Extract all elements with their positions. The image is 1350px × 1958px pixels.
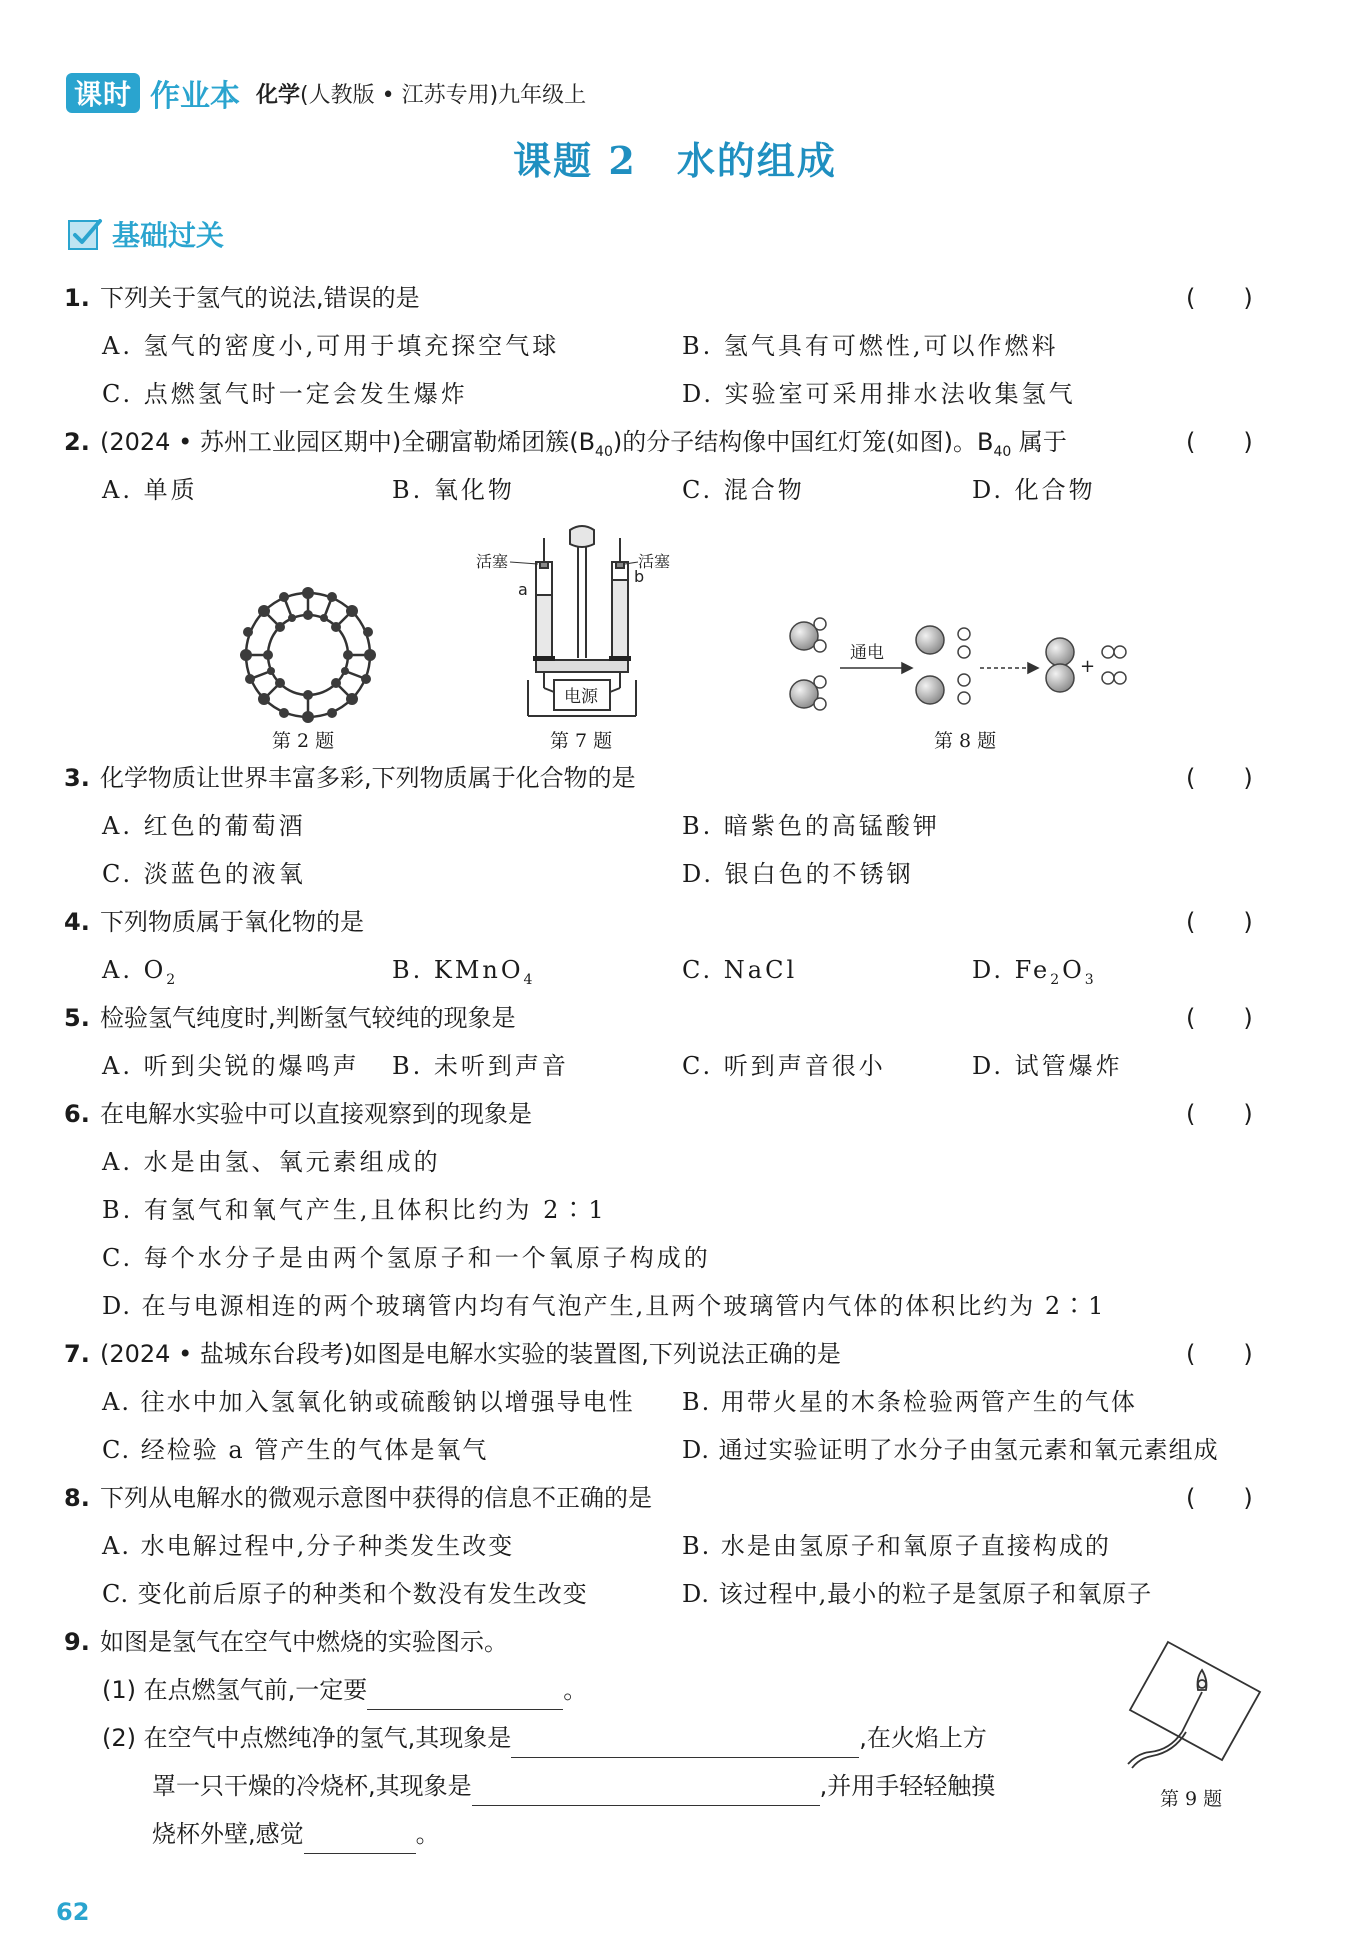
- option-c[interactable]: C. 经检验 a 管产生的气体是氧气: [102, 1436, 489, 1464]
- option-d[interactable]: D. 在与电源相连的两个玻璃管内均有气泡产生,且两个玻璃管内气体的体积比约为 2∶1: [102, 1292, 1106, 1320]
- answer-parentheses[interactable]: ( ): [1186, 1004, 1253, 1032]
- option-d[interactable]: D. 银白色的不锈钢: [682, 860, 914, 888]
- option-c[interactable]: C. 每个水分子是由两个氢原子和一个氧原子构成的: [102, 1244, 711, 1272]
- option-b[interactable]: B. 水是由氢原子和氧原子直接构成的: [682, 1532, 1111, 1560]
- option-b[interactable]: B. 有氢气和氧气产生,且体积比约为 2∶1: [102, 1196, 607, 1224]
- question-stem: 如图是氢气在空气中燃烧的实验图示。: [100, 1628, 508, 1656]
- q7-options-row2: [0, 1430, 1350, 1470]
- q6-option-b-row: [0, 1190, 1350, 1230]
- question-stem: 下列关于氢气的说法,错误的是: [100, 284, 420, 312]
- q3-options-row2: [0, 854, 1350, 894]
- q2-options: [0, 470, 1350, 510]
- question-stem: 检验氢气纯度时,判断氢气较纯的现象是: [100, 1004, 516, 1032]
- section-heading: [66, 214, 224, 254]
- option-b[interactable]: B. 氧化物: [392, 476, 515, 504]
- answer-parentheses[interactable]: ( ): [1186, 284, 1253, 312]
- option-d[interactable]: D. 该过程中,最小的粒子是氢原子和氧原子: [682, 1580, 1153, 1608]
- question-stem: (2024 • 苏州工业园区期中)全硼富勒烯团簇$(B_{40})$的分子结构像中国红灯笼(如图)。$B_{40}$ 属于: [100, 428, 1067, 460]
- answer-parentheses[interactable]: ( ): [1186, 1100, 1253, 1128]
- figure-2-caption: 第 2 题: [272, 730, 335, 752]
- question-stem: 下列从电解水的微观示意图中获得的信息不正确的是: [100, 1484, 652, 1512]
- lesson-title: 课题 2 水的组成: [513, 138, 837, 183]
- option-a[interactable]: A. 听到尖锐的爆鸣声: [102, 1052, 360, 1080]
- answer-parentheses[interactable]: ( ): [1186, 908, 1253, 936]
- electrolysis-apparatus-figure: [470, 520, 690, 720]
- question-4: 4. 下列物质属于氧化物的是 ( ): [0, 902, 1350, 942]
- q1-options-row2: [0, 374, 1350, 414]
- page-number: 62: [56, 1898, 90, 1926]
- section-label: 基础过关: [112, 219, 225, 252]
- figure-7-caption: 第 7 题: [550, 730, 613, 752]
- q9-part2-line1: (2) 在空气中点燃纯净的氢气,其现象是 ,在火焰上方: [0, 1718, 1350, 1758]
- option-d[interactable]: D. 化合物: [972, 476, 1096, 504]
- answer-parentheses[interactable]: ( ): [1186, 1340, 1253, 1368]
- q3-options-row1: [0, 806, 1350, 846]
- question-9: 9. 如图是氢气在空气中燃烧的实验图示。: [0, 1622, 1350, 1662]
- option-c[interactable]: C. 点燃氢气时一定会发生爆炸: [102, 380, 468, 408]
- q5-options: [0, 1046, 1350, 1086]
- option-b[interactable]: B. KMnO$_4$: [392, 956, 536, 988]
- option-b[interactable]: B. 暗紫色的高锰酸钾: [682, 812, 940, 840]
- tube-b-label: b: [634, 567, 645, 586]
- figure-8-caption: 第 8 题: [934, 730, 997, 752]
- valve-left-label: 活塞: [476, 552, 509, 571]
- page-header: [66, 70, 586, 116]
- option-c[interactable]: C. 听到声音很小: [682, 1052, 886, 1080]
- option-a[interactable]: A. $O_2$: [102, 956, 179, 988]
- question-6: 6. 在电解水实验中可以直接观察到的现象是 ( ): [0, 1094, 1350, 1134]
- option-d[interactable]: D. 试管爆炸: [972, 1052, 1123, 1080]
- electrify-label: 通电: [850, 643, 884, 663]
- option-d[interactable]: D. 通过实验证明了水分子由氢元素和氧元素组成: [682, 1436, 1219, 1464]
- answer-parentheses[interactable]: ( ): [1186, 428, 1253, 456]
- q6-option-c-row: [0, 1238, 1350, 1278]
- tube-a-label: a: [518, 580, 528, 599]
- option-b[interactable]: B. 氢气具有可燃性,可以作燃料: [682, 332, 1059, 360]
- electrolysis-micro-diagram: [780, 610, 1140, 720]
- checkbox-icon: [66, 215, 104, 253]
- option-d[interactable]: D. 实验室可采用排水法收集氢气: [682, 380, 1076, 408]
- question-stem: 化学物质让世界丰富多彩,下列物质属于化合物的是: [100, 764, 636, 792]
- option-a[interactable]: A. 单质: [102, 476, 198, 504]
- answer-blank-3[interactable]: [472, 1775, 820, 1806]
- question-3: 3. 化学物质让世界丰富多彩,下列物质属于化合物的是 ( ): [0, 758, 1350, 798]
- logo: 课时: [66, 73, 140, 113]
- q6-option-a-row: [0, 1142, 1350, 1182]
- answer-blank-4[interactable]: [304, 1823, 416, 1854]
- question-stem: 在电解水实验中可以直接观察到的现象是: [100, 1100, 532, 1128]
- answer-parentheses[interactable]: ( ): [1186, 1484, 1253, 1512]
- option-c[interactable]: C. 变化前后原子的种类和个数没有发生改变: [102, 1580, 588, 1608]
- q8-options-row2: [0, 1574, 1350, 1614]
- question-stem: 下列物质属于氧化物的是: [100, 908, 364, 936]
- valve-right-label: 活塞: [638, 552, 671, 571]
- power-label: 电源: [564, 687, 598, 707]
- option-c[interactable]: C. 淡蓝色的液氧: [102, 860, 306, 888]
- b40-molecule-figure: [228, 580, 388, 730]
- answer-blank-2[interactable]: [511, 1727, 859, 1758]
- q9-part1: (1) 在点燃氢气前,一定要 。: [0, 1670, 1350, 1710]
- option-b[interactable]: B. 未听到声音: [392, 1052, 569, 1080]
- option-c[interactable]: C. 混合物: [682, 476, 805, 504]
- option-a[interactable]: A. 往水中加入氢氧化钠或硫酸钠以增强导电性: [102, 1388, 635, 1416]
- figure-9-caption: 第 9 题: [1160, 1788, 1223, 1810]
- q1-options-row1: [0, 326, 1350, 366]
- q4-options: [0, 950, 1350, 990]
- q8-options-row1: [0, 1526, 1350, 1566]
- option-a[interactable]: A. 水是由氢、氧元素组成的: [102, 1148, 441, 1176]
- question-5: 5. 检验氢气纯度时,判断氢气较纯的现象是 ( ): [0, 998, 1350, 1038]
- question-8: 8. 下列从电解水的微观示意图中获得的信息不正确的是 ( ): [0, 1478, 1350, 1518]
- option-a[interactable]: A. 氢气的密度小,可用于填充探空气球: [102, 332, 560, 360]
- option-c[interactable]: C. NaCl: [682, 956, 798, 984]
- q7-options-row1: [0, 1382, 1350, 1422]
- option-b[interactable]: B. 用带火星的木条检验两管产生的气体: [682, 1388, 1137, 1416]
- option-d[interactable]: D. $Fe_2O_3$: [972, 956, 1097, 988]
- subject-info: 化学(人教版 • 江苏专用)九年级上: [256, 82, 587, 108]
- q9-part2-line3: 烧杯外壁,感觉 。: [0, 1814, 1350, 1854]
- answer-parentheses[interactable]: ( ): [1186, 764, 1253, 792]
- option-a[interactable]: A. 水电解过程中,分子种类发生改变: [102, 1532, 515, 1560]
- question-2: 2. (2024 • 苏州工业园区期中)全硼富勒烯团簇$(B_{40})$的分子结构像中国红灯笼(如图)。$B_{40}$ 属于 ( ): [0, 422, 1350, 462]
- svg-text:+: +: [1080, 656, 1096, 677]
- q6-option-d-row: [0, 1286, 1350, 1326]
- question-1: 1. 下列关于氢气的说法,错误的是 ( ): [0, 278, 1350, 318]
- hydrogen-burning-figure: [1120, 1632, 1280, 1782]
- q9-part2-line2: 罩一只干燥的冷烧杯,其现象是 ,并用手轻轻触摸: [0, 1766, 1350, 1806]
- option-a[interactable]: A. 红色的葡萄酒: [102, 812, 306, 840]
- question-7: 7. (2024 • 盐城东台段考)如图是电解水实验的装置图,下列说法正确的是 ( ): [0, 1334, 1350, 1374]
- brand-name: 作业本: [150, 79, 241, 114]
- question-stem: (2024 • 盐城东台段考)如图是电解水实验的装置图,下列说法正确的是: [100, 1340, 841, 1368]
- answer-blank-1[interactable]: [367, 1679, 563, 1710]
